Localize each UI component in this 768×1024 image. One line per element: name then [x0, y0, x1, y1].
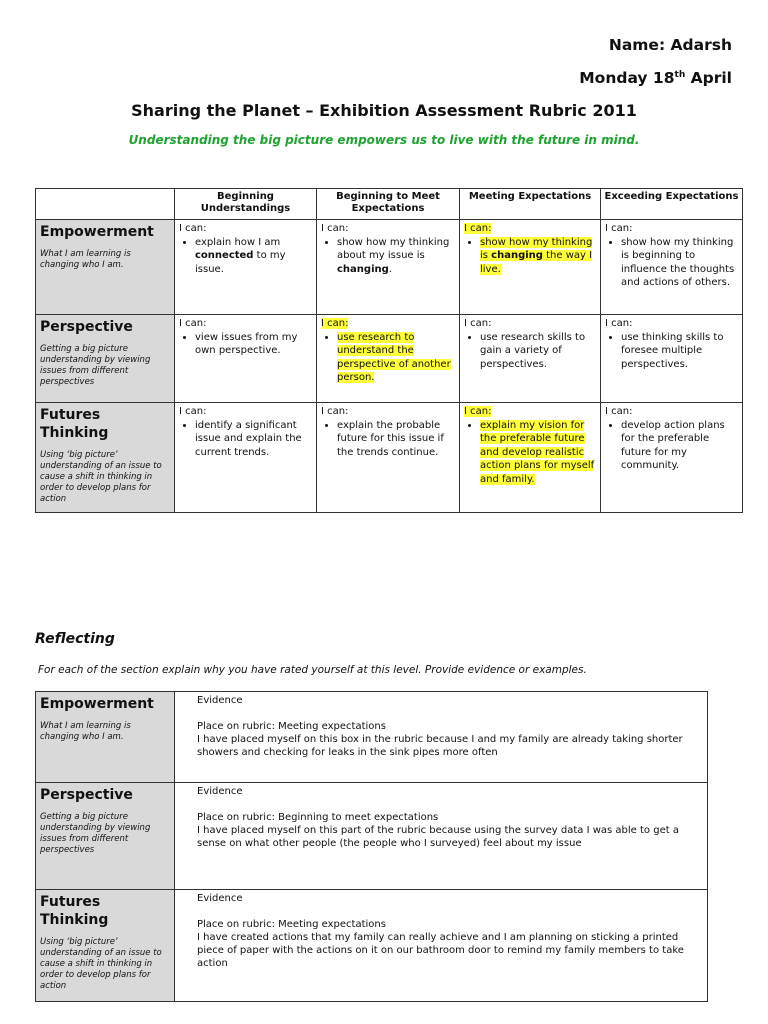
rubric-cell [460, 315, 601, 403]
row-title: Perspective [40, 319, 133, 335]
date [579, 69, 732, 87]
evidence-cell [175, 890, 708, 1002]
evidence-cell [175, 692, 708, 783]
ican-label: I can: [605, 223, 633, 234]
row-title: Futures Thinking [40, 407, 109, 441]
row-title: Perspective [40, 787, 133, 803]
ican-label: I can: [179, 406, 207, 417]
rubric-header-beginning-to-meet: Beginning to Meet Expectations [317, 189, 460, 220]
rubric-item: • explain how I am connected to my issue. [195, 236, 312, 277]
rubric-row-empowerment [36, 220, 743, 315]
ican-label: I can: [321, 223, 349, 234]
reflection-row-perspective [36, 783, 708, 890]
page-title: Sharing the Planet – Exhibition Assessment Rubric 2011 [131, 101, 637, 120]
evidence-label: Evidence [197, 786, 243, 797]
ican-label: I can: [605, 318, 633, 329]
reflection-table [35, 691, 708, 1002]
rubric-item: • show how my thinking is beginning to influence the thoughts and actions of others. [621, 236, 738, 290]
reflection-side-perspective [36, 783, 175, 890]
ican-label: I can: [464, 318, 492, 329]
ican-label: I can: [179, 223, 207, 234]
rubric-cell [601, 403, 743, 513]
rubric-table [35, 188, 743, 513]
row-description: Getting a big picture understanding by viewing issues from different perspectives [40, 812, 151, 855]
date-suffix: th [674, 69, 686, 80]
rubric-item: • show how my thinking about my issue is changing. [337, 236, 455, 277]
rubric-row-perspective [36, 315, 743, 403]
row-title: Futures Thinking [40, 894, 109, 928]
ican-label: I can: [605, 406, 633, 417]
evidence-cell [175, 783, 708, 890]
rubric-cell [317, 403, 460, 513]
rubric-item: • explain my vision for the preferable future and develop realistic action plans for myself and family. [480, 419, 596, 487]
reflection-side-empowerment [36, 692, 175, 783]
reflection-row-futures-thinking [36, 890, 708, 1002]
rubric-header-row [36, 189, 743, 220]
row-title: Empowerment [40, 696, 154, 712]
rubric-cell-highlighted [460, 220, 601, 315]
rubric-placement: Place on rubric: Meeting expectations [197, 721, 386, 732]
student-name: Name: Adarsh [608, 36, 732, 54]
rubric-header-meeting: Meeting Expectations [460, 189, 601, 220]
reflecting-heading: Reflecting [35, 631, 115, 647]
rubric-cell-highlighted [460, 403, 601, 513]
date-day: Monday 18 [579, 69, 675, 87]
rubric-item: • view issues from my own perspective. [195, 331, 312, 358]
rubric-cell [601, 220, 743, 315]
rubric-cell [175, 403, 317, 513]
rubric-header-exceeding: Exceeding Expectations [601, 189, 743, 220]
evidence-label: Evidence [197, 695, 243, 706]
reflection-row-empowerment [36, 692, 708, 783]
rubric-cell [175, 220, 317, 315]
reflecting-instructions: For each of the section explain why you have rated yourself at this level. Provide evidence or examples. [38, 664, 587, 676]
row-description: What I am learning is changing who I am. [40, 249, 131, 270]
evidence-text: I have placed myself on this part of the rubric because using the survey data I was able to get a sense on what other people (the people who I surveyed) feel about my issue [197, 825, 679, 849]
rubric-header-beginning: Beginning Understandings [175, 189, 317, 220]
rubric-item: • identify a significant issue and explain the current trends. [195, 419, 312, 460]
row-title: Empowerment [40, 224, 154, 240]
ican-label: I can: [464, 223, 492, 234]
evidence-text: I have placed myself on this box in the rubric because I and my family are already taking shorter showers and checking for leaks in the sink pipes more often [197, 734, 683, 758]
evidence-label: Evidence [197, 893, 243, 904]
evidence-text: I have created actions that my family can really achieve and I am planning on sticking a printed piece of paper with the actions on it on our bathroom door to remind my family members to take action [197, 932, 684, 969]
rubric-row-futures-thinking [36, 403, 743, 513]
rubric-header-blank [36, 189, 175, 220]
rubric-side-futures-thinking [36, 403, 175, 513]
rubric-cell [601, 315, 743, 403]
rubric-cell-highlighted [317, 315, 460, 403]
row-description: What I am learning is changing who I am. [40, 721, 131, 742]
date-month: April [685, 69, 732, 87]
ican-label: I can: [464, 406, 492, 417]
reflection-side-futures-thinking [36, 890, 175, 1002]
rubric-item: • explain the probable future for this issue if the trends continue. [337, 419, 455, 460]
row-description: Using ‘big picture’ understanding of an issue to cause a shift in thinking in order to develop plans for action [40, 450, 162, 504]
rubric-side-perspective [36, 315, 175, 403]
rubric-placement: Place on rubric: Meeting expectations [197, 919, 386, 930]
rubric-placement: Place on rubric: Beginning to meet expectations [197, 812, 439, 823]
ican-label: I can: [321, 318, 349, 329]
row-description: Getting a big picture understanding by viewing issues from different perspectives [40, 344, 151, 387]
rubric-item: • show how my thinking is changing the way I live. [480, 236, 596, 277]
rubric-item: • develop action plans for the preferable future for my community. [621, 419, 738, 473]
page-subtitle: Understanding the big picture empowers us to live with the future in mind. [128, 133, 640, 147]
rubric-item: • use research skills to gain a variety of perspectives. [480, 331, 596, 372]
rubric-cell [175, 315, 317, 403]
rubric-cell [317, 220, 460, 315]
rubric-item: • use thinking skills to foresee multiple perspectives. [621, 331, 738, 372]
rubric-side-empowerment [36, 220, 175, 315]
rubric-item: • use research to understand the perspective of another person. [337, 331, 455, 385]
ican-label: I can: [179, 318, 207, 329]
row-description: Using ‘big picture’ understanding of an issue to cause a shift in thinking in order to develop plans for action [40, 937, 162, 991]
ican-label: I can: [321, 406, 349, 417]
